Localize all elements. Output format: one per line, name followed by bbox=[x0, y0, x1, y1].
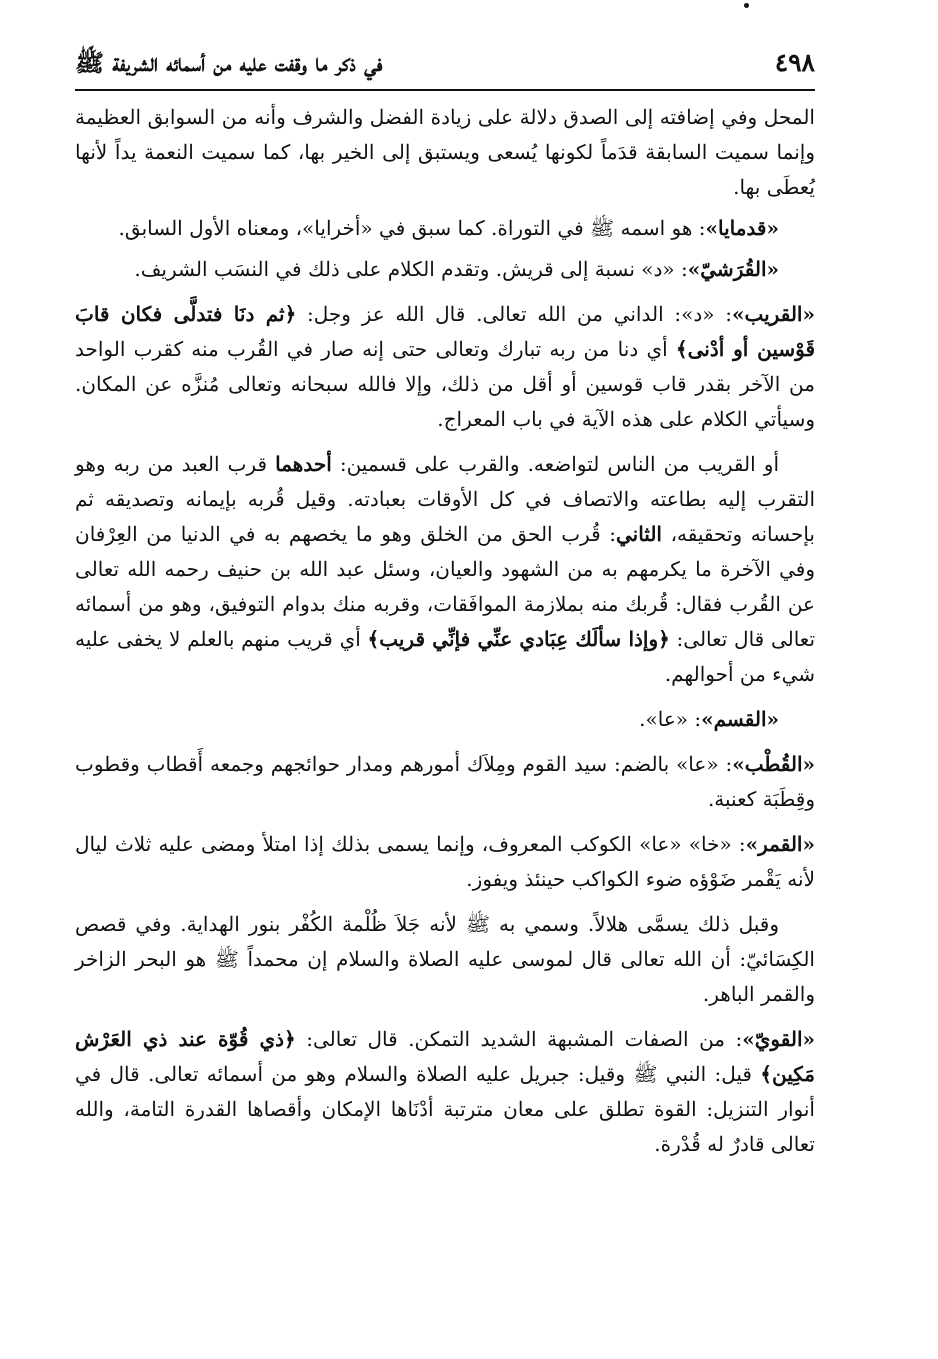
text-run: أي قريب منهم بالعلم لا يخفى عليه شيء من أحوالهم. bbox=[75, 627, 815, 686]
entry-qarib bbox=[75, 297, 815, 437]
entry-qudmaya bbox=[75, 211, 815, 246]
entry-term: «القسم» bbox=[701, 707, 779, 731]
entry-term: «قدمايا» bbox=[705, 216, 779, 240]
quran-quote: ﴿ذي قُوّة عند ذي العَرْش مَكِين﴾ bbox=[75, 1027, 815, 1086]
header-divider bbox=[75, 89, 815, 91]
text-run: : «خا» «عا» الكوكب المعروف، وإنما يسمى بذلك إذا امتلأ ومضى عليه ثلاث ليال لأنه يَقْمر ضَوْؤه ضوء الكواكب حينئذ ويفوز. bbox=[75, 832, 815, 891]
text-run: : «عا» بالضم: سيد القوم ومِلاَك أمورهم ومدار حوائجهم وجمعه أَقطاب وقطوب وقِطَبَة كعنبة. bbox=[75, 752, 815, 811]
page-header bbox=[75, 44, 815, 88]
entry-qutb bbox=[75, 747, 815, 817]
entry-qurashi bbox=[75, 252, 815, 287]
entry-qawi bbox=[75, 1022, 815, 1162]
entry-term: «القويّ» bbox=[742, 1027, 816, 1051]
paragraph bbox=[75, 447, 815, 692]
paragraph bbox=[75, 100, 815, 205]
text-run: قيل: النبي ﷺ وقيل: جبريل عليه الصلاة والسلام وهو من أسمائه تعالى. قال في أنوار التنزيل: القوة تطلق على معان مترتبة أدْنَاها الإمكان وأقصاها القدرة التامة، والله تعالى قادرٌ له قُدْرة. bbox=[75, 1062, 815, 1156]
text-run: : «د» نسبة إلى قريش. وتقدم الكلام على ذلك في النسَب الشريف. bbox=[134, 257, 688, 281]
text-run: : هو اسمه ﷺ في التوراة. كما سبق في «أخرايا»، ومعناه الأول السابق. bbox=[118, 216, 706, 240]
entry-term: «القُرَشيّ» bbox=[687, 257, 779, 281]
entry-qasam bbox=[75, 702, 815, 737]
text-run: وقبل ذلك يسمَّى هلالاً. وسمي به ﷺ لأنه جَلاَ ظُلْمة الكُفْر بنور الهداية. وفي قصص الكِسَائيّ: أن الله تعالى قال لموسى عليه الصلاة والسلام إن محمداً ﷺ هو البحر الزاخر والقمر الباهر. bbox=[75, 912, 815, 1006]
entry-term: أحدهما bbox=[275, 452, 332, 476]
text-run: : من الصفات المشبهة الشديد التمكن. قال تعالى: bbox=[295, 1027, 743, 1051]
quran-quote: ﴿وإذا سألَك عِبَادي عنِّي فإنِّي قريب﴾ bbox=[367, 627, 670, 651]
running-title: في ذكر ما وقفت عليه من أسمائه الشريفة ﷺ bbox=[75, 48, 383, 77]
entry-term: «القريب» bbox=[731, 302, 815, 326]
text-run: قرب العبد من ربه وهو التقرب إليه بطاعته والاتصاف في كل الأوقات بعبادته. وقيل قُربه بإيمانه وتصديقه ثم بإحسانه وتحقيقه، bbox=[75, 452, 815, 546]
text-run: أو القريب من الناس لتواضعه. والقرب على قسمين: bbox=[331, 452, 780, 476]
entry-term: «القُطْب» bbox=[732, 752, 815, 776]
entry-term: الثاني bbox=[615, 522, 662, 546]
entry-term: «القمر» bbox=[745, 832, 815, 856]
text-run: أي دنا من ربه تبارك وتعالى حتى إنه صار في القُرب منه كقرب الواحد من الآخر بقدر قاب قوسين أو أقل من ذلك، وإلا فالله سبحانه وتعالى مُنزَّه عن المكان. وسيأتي الكلام على هذه الآية في باب المعراج. bbox=[75, 337, 815, 431]
text-run: : قُرب الحق من الخلق وهو ما يخصهم به في الدنيا من العِرْفان وفي الآخرة ما يكرمهم به من الشهود والعيان، وسئل عبد الله بن حنيف رحمه الله تعالى عن القُرب فقال: قُربك منه بملازمة الموافَقات، وقربه منك بدوام التوفيق، وهو من أسمائه تعالى قال تعالى: bbox=[75, 522, 816, 651]
text-run: : «عا». bbox=[639, 707, 702, 731]
paragraph bbox=[75, 907, 815, 1012]
entry-qamar bbox=[75, 827, 815, 897]
text-run: : «د»: الداني من الله تعالى. قال الله عز وجل: bbox=[296, 302, 732, 326]
page-number: ٤٩٨ bbox=[774, 48, 815, 77]
page-mark bbox=[744, 3, 749, 8]
text-run: المحل وفي إضافته إلى الصدق دلالة على زيادة الفضل والشرف وأنه من السوابق العظيمة وإنما سميت السابقة قدَماً لكونها يُسعى ويستبق إلى الخير بها، كما سميت النعمة يداً لأنها يُعطَى بها. bbox=[75, 105, 815, 199]
body-text bbox=[75, 100, 815, 1168]
quran-quote: ﴿ثم دنَا فتدلَّى فكان قابَ قَوْسين أو أدْنى﴾ bbox=[75, 302, 816, 361]
